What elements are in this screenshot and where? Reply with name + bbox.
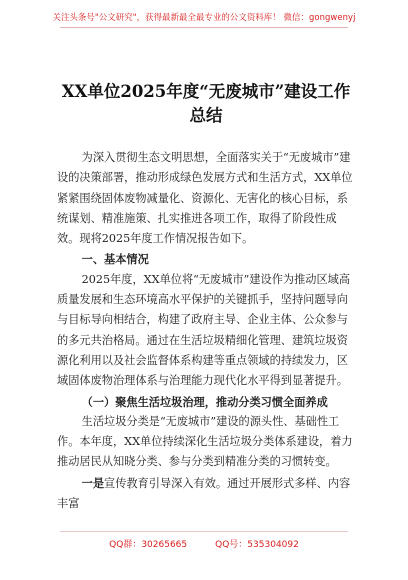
footer-divider (60, 531, 348, 532)
document-title: XX单位2025年度“无废城市”建设工作总结 (61, 82, 351, 125)
footer-contact (0, 537, 408, 550)
header-promo-note: 关注头条号"公文研究"，获得最新最全最专业的公文资料库！ 微信：gongwenyj (52, 12, 356, 22)
paragraph-lead-phrase: 一是 (81, 475, 105, 490)
section-heading-basic-situation: 一、基本情况 (81, 252, 149, 267)
header-divider (60, 27, 348, 28)
paragraph-waste-sorting: 生活垃圾分类是“无废城市”建设的源头性、基础性工作。本年度，XX单位持续深化生活垃圾分类体系建设，着力推动居民从知晓分类、参与分类到精准分类的习惯转变。 (57, 414, 353, 469)
subsection-heading-household-waste: （一）聚焦生活垃圾治理，推动分类习惯全面养成 (81, 394, 328, 409)
qq-group-text: QQ群：30265665 (109, 540, 188, 550)
paragraph-publicity-text: 宣传教育引导深入有效。通过开展形式多样、内容丰富 (57, 476, 351, 511)
paragraph-intro: 为深入贯彻生态文明思想，全面落实关于“无废城市”建设的决策部署，推动形成绿色发展方式和生活方式，XX单位紧紧围绕固体废物减量化、资源化、无害化的核心目标，系统谋划、精准施策、扎实推进各项工作，取得了阶段性成效。现将2025年度工作情况报告如下。 (57, 151, 353, 246)
paragraph-publicity (57, 473, 357, 515)
qq-number-text: QQ号：535304092 (215, 540, 299, 550)
document-body (57, 148, 357, 514)
paragraph-overview: 2025年度，XX单位将“无废城市”建设作为推动区域高质量发展和生态环境高水平保护的关键抓手，坚持问题导向与目标导向相结合，构建了政府主导、企业主体、公众参与的多元共治格局。通过在生活垃圾精细化管理、建筑垃圾资源化利用以及社会监督体系构建等重点领域的持续发力，区域固体废物治理体系与治理能力现代化水平得到显著提升。 (57, 272, 351, 388)
